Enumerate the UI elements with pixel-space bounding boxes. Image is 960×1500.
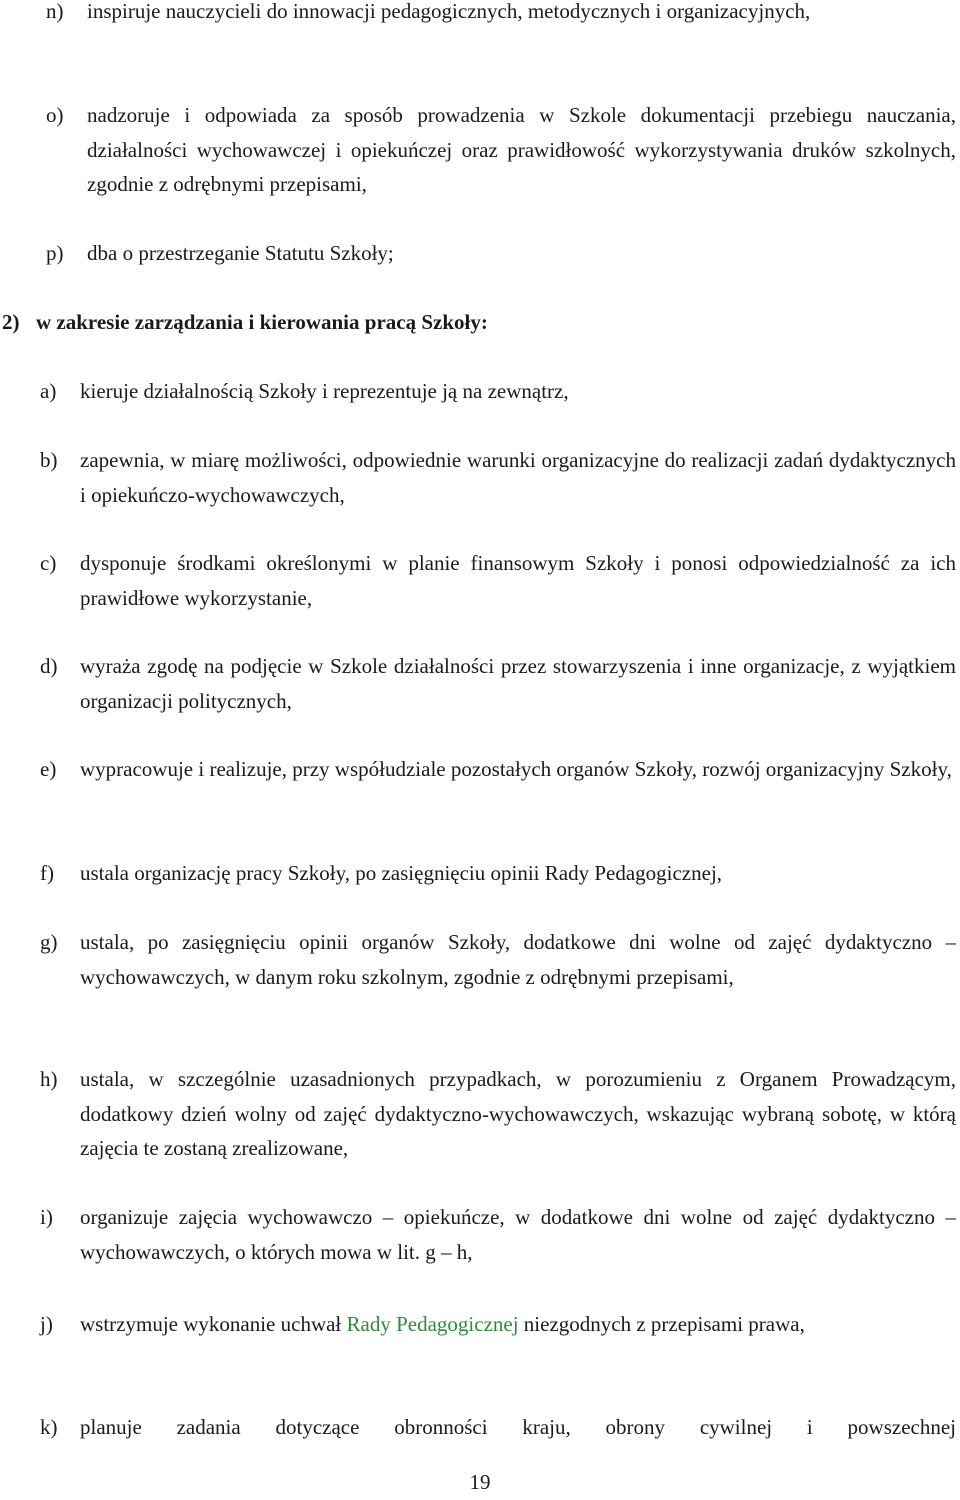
item-label: c) — [40, 551, 57, 575]
list-item-f — [40, 856, 956, 891]
item-label: d) — [40, 654, 58, 678]
item-text: inspiruje nauczycieli do innowacji pedagogicznych, metodycznych i organizacyjnych, — [87, 0, 811, 23]
item-text: wyraża zgodę na podjęcie w Szkole działalności przez stowarzyszenia i inne organizacje, z wyjątkiem organizacji politycznych, — [80, 654, 956, 713]
item-text: nadzoruje i odpowiada za sposób prowadzenia w Szkole dokumentacji przebiegu nauczania, działalności wychowawczej i opiekuńczej oraz prawidłowość wykorzystywania druków szkolnych, zgodnie z odrębnymi przepisami, — [87, 103, 956, 196]
list-item-j — [40, 1307, 956, 1342]
item-label: a) — [40, 379, 57, 403]
item-text: dba o przestrzeganie Statutu Szkoły; — [87, 241, 394, 265]
section-number: 2) — [2, 310, 20, 334]
list-item-i — [40, 1200, 956, 1269]
item-label: h) — [40, 1067, 58, 1091]
item-label: j) — [40, 1312, 53, 1336]
item-label: e) — [40, 757, 57, 781]
item-label: k) — [40, 1415, 58, 1439]
list-item-k — [40, 1410, 956, 1445]
item-text: wypracowuje i realizuje, przy współudziale pozostałych organów Szkoły, rozwój organizacyjny Szkoły, — [80, 757, 952, 781]
item-text-after: niezgodnych z przepisami prawa, — [523, 1312, 805, 1336]
item-text: zapewnia, w miarę możliwości, odpowiednie warunki organizacyjne do realizacji zadań dydaktycznych i opiekuńczo-wychowawczych, — [80, 448, 956, 507]
list-item-o — [46, 98, 956, 202]
item-text: planuje zadania dotyczące obronności kraju, obrony cywilnej i powszechnej — [80, 1415, 956, 1439]
item-text: ustala, po zasięgnięciu opinii organów Szkoły, dodatkowe dni wolne od zajęć dydaktyczno – wychowawczych, w danym roku szkolnym, zgodnie z odrębnymi przepisami, — [80, 930, 956, 989]
item-text-before: wstrzymuje wykonanie uchwał — [80, 1312, 342, 1336]
list-item-d — [40, 649, 956, 718]
item-text: organizuje zajęcia wychowawczo – opiekuńcze, w dodatkowe dni wolne od zajęć dydaktyczno – wychowawczych, o których mowa w lit. g – h, — [80, 1205, 956, 1264]
item-text: dysponuje środkami określonymi w planie finansowym Szkoły i ponosi odpowiedzialność za ich prawidłowe wykorzystanie, — [80, 551, 956, 610]
list-item-h — [40, 1062, 956, 1166]
list-item-g — [40, 925, 956, 994]
item-label: b) — [40, 448, 58, 472]
list-item-p — [46, 236, 956, 271]
list-item-c — [40, 546, 956, 615]
item-label: p) — [46, 241, 64, 265]
section-title: w zakresie zarządzania i kierowania pracą Szkoły: — [36, 310, 488, 334]
item-text: ustala organizację pracy Szkoły, po zasięgnięciu opinii Rady Pedagogicznej, — [80, 861, 723, 885]
item-text — [80, 1307, 956, 1342]
item-text: ustala, w szczególnie uzasadnionych przypadkach, w porozumieniu z Organem Prowadzącym, dodatkowy dzień wolny od zajęć dydaktyczno-wychowawczych, wskazując wybraną sobotę, w którą zajęcia te zostaną zrealizowane, — [80, 1067, 956, 1160]
list-item-n — [46, 0, 956, 29]
item-label: n) — [46, 0, 64, 23]
item-label: o) — [46, 103, 64, 127]
list-item-b — [40, 443, 956, 512]
rada-pedagogiczna-link[interactable]: Rady Pedagogicznej — [346, 1312, 519, 1336]
item-label: f) — [40, 861, 54, 885]
list-item-a — [40, 374, 956, 409]
page-number: 19 — [469, 1470, 491, 1494]
section-heading-2 — [2, 305, 956, 340]
list-item-e — [40, 752, 956, 787]
item-label: i) — [40, 1205, 53, 1229]
item-label: g) — [40, 930, 58, 954]
item-text: kieruje działalnością Szkoły i reprezentuje ją na zewnątrz, — [80, 379, 569, 403]
